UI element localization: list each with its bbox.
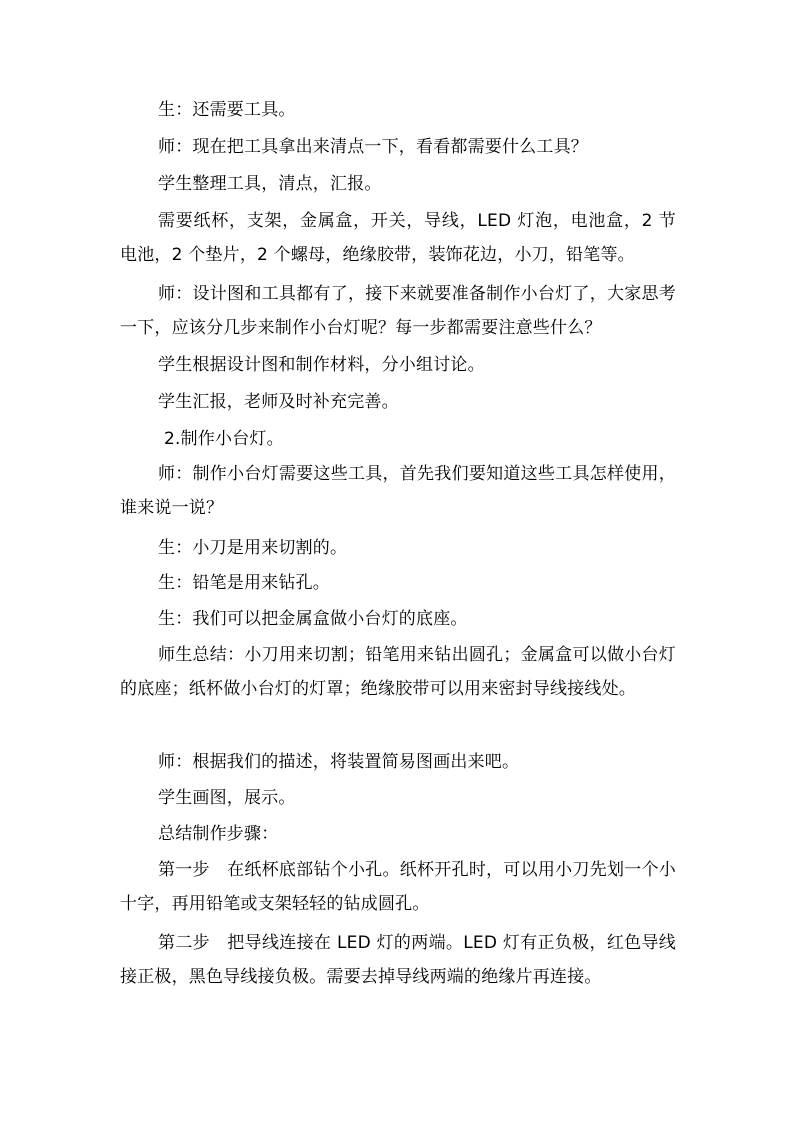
paragraph-step-two: 第二步 把导线连接在 LED 灯的两端。LED 灯有正负极，红色导线接正极，黑色导线接负极。需要去掉导线两端的绝缘片再连接。 bbox=[120, 933, 676, 987]
paragraph-knife-cutting: 生：小刀是用来切割的。 bbox=[158, 538, 348, 558]
paragraph-teacher-steps-question: 师：设计图和工具都有了，接下来就要准备制作小台灯了，大家思考一下，应该分几步来制作小台灯呢？每一步都需要注意些什么？ bbox=[120, 284, 676, 338]
paragraph-metal-box-base: 生：我们可以把金属盒做小台灯的底座。 bbox=[158, 609, 468, 629]
paragraph-students-report: 学生汇报，老师及时补充完善。 bbox=[158, 392, 399, 412]
paragraph-pencil-drilling: 生：铅笔是用来钻孔。 bbox=[158, 573, 330, 593]
paragraph-draw-display: 学生画图，展示。 bbox=[158, 788, 296, 808]
section-heading-make-lamp: 2.制作小台灯。 bbox=[164, 429, 284, 449]
paragraph-teacher-count-tools: 师：现在把工具拿出来清点一下，看看都需要什么工具？ bbox=[158, 137, 588, 157]
paragraph-draw-diagram: 师：根据我们的描述，将装置简易图画出来吧。 bbox=[158, 752, 520, 772]
paragraph-step-one: 第一步 在纸杯底部钻个小孔。纸杯开孔时，可以用小刀先划一个小十字，再用铅笔或支架轻轻的钻成圆孔。 bbox=[120, 860, 676, 914]
paragraph-student-tools: 生：还需要工具。 bbox=[158, 100, 296, 120]
paragraph-materials-list: 需要纸杯，支架，金属盒，开关，导线，LED 灯泡，电池盒，2 节电池，2 个垫片，2 个螺母，绝缘胶带，装饰花边，小刀，铅笔等。 bbox=[120, 211, 676, 265]
paragraph-students-organize: 学生整理工具，清点，汇报。 bbox=[158, 174, 382, 194]
paragraph-steps-heading: 总结制作步骤： bbox=[158, 824, 279, 844]
paragraph-group-discussion: 学生根据设计图和制作材料，分小组讨论。 bbox=[158, 355, 485, 375]
paragraph-teacher-tool-usage: 师：制作小台灯需要这些工具，首先我们要知道这些工具怎样使用，谁来说一说？ bbox=[120, 464, 676, 518]
paragraph-summary: 师生总结：小刀用来切割；铅笔用来钻出圆孔；金属盒可以做小台灯的底座；纸杯做小台灯的灯罩；绝缘胶带可以用来密封导线接线处。 bbox=[120, 645, 676, 699]
